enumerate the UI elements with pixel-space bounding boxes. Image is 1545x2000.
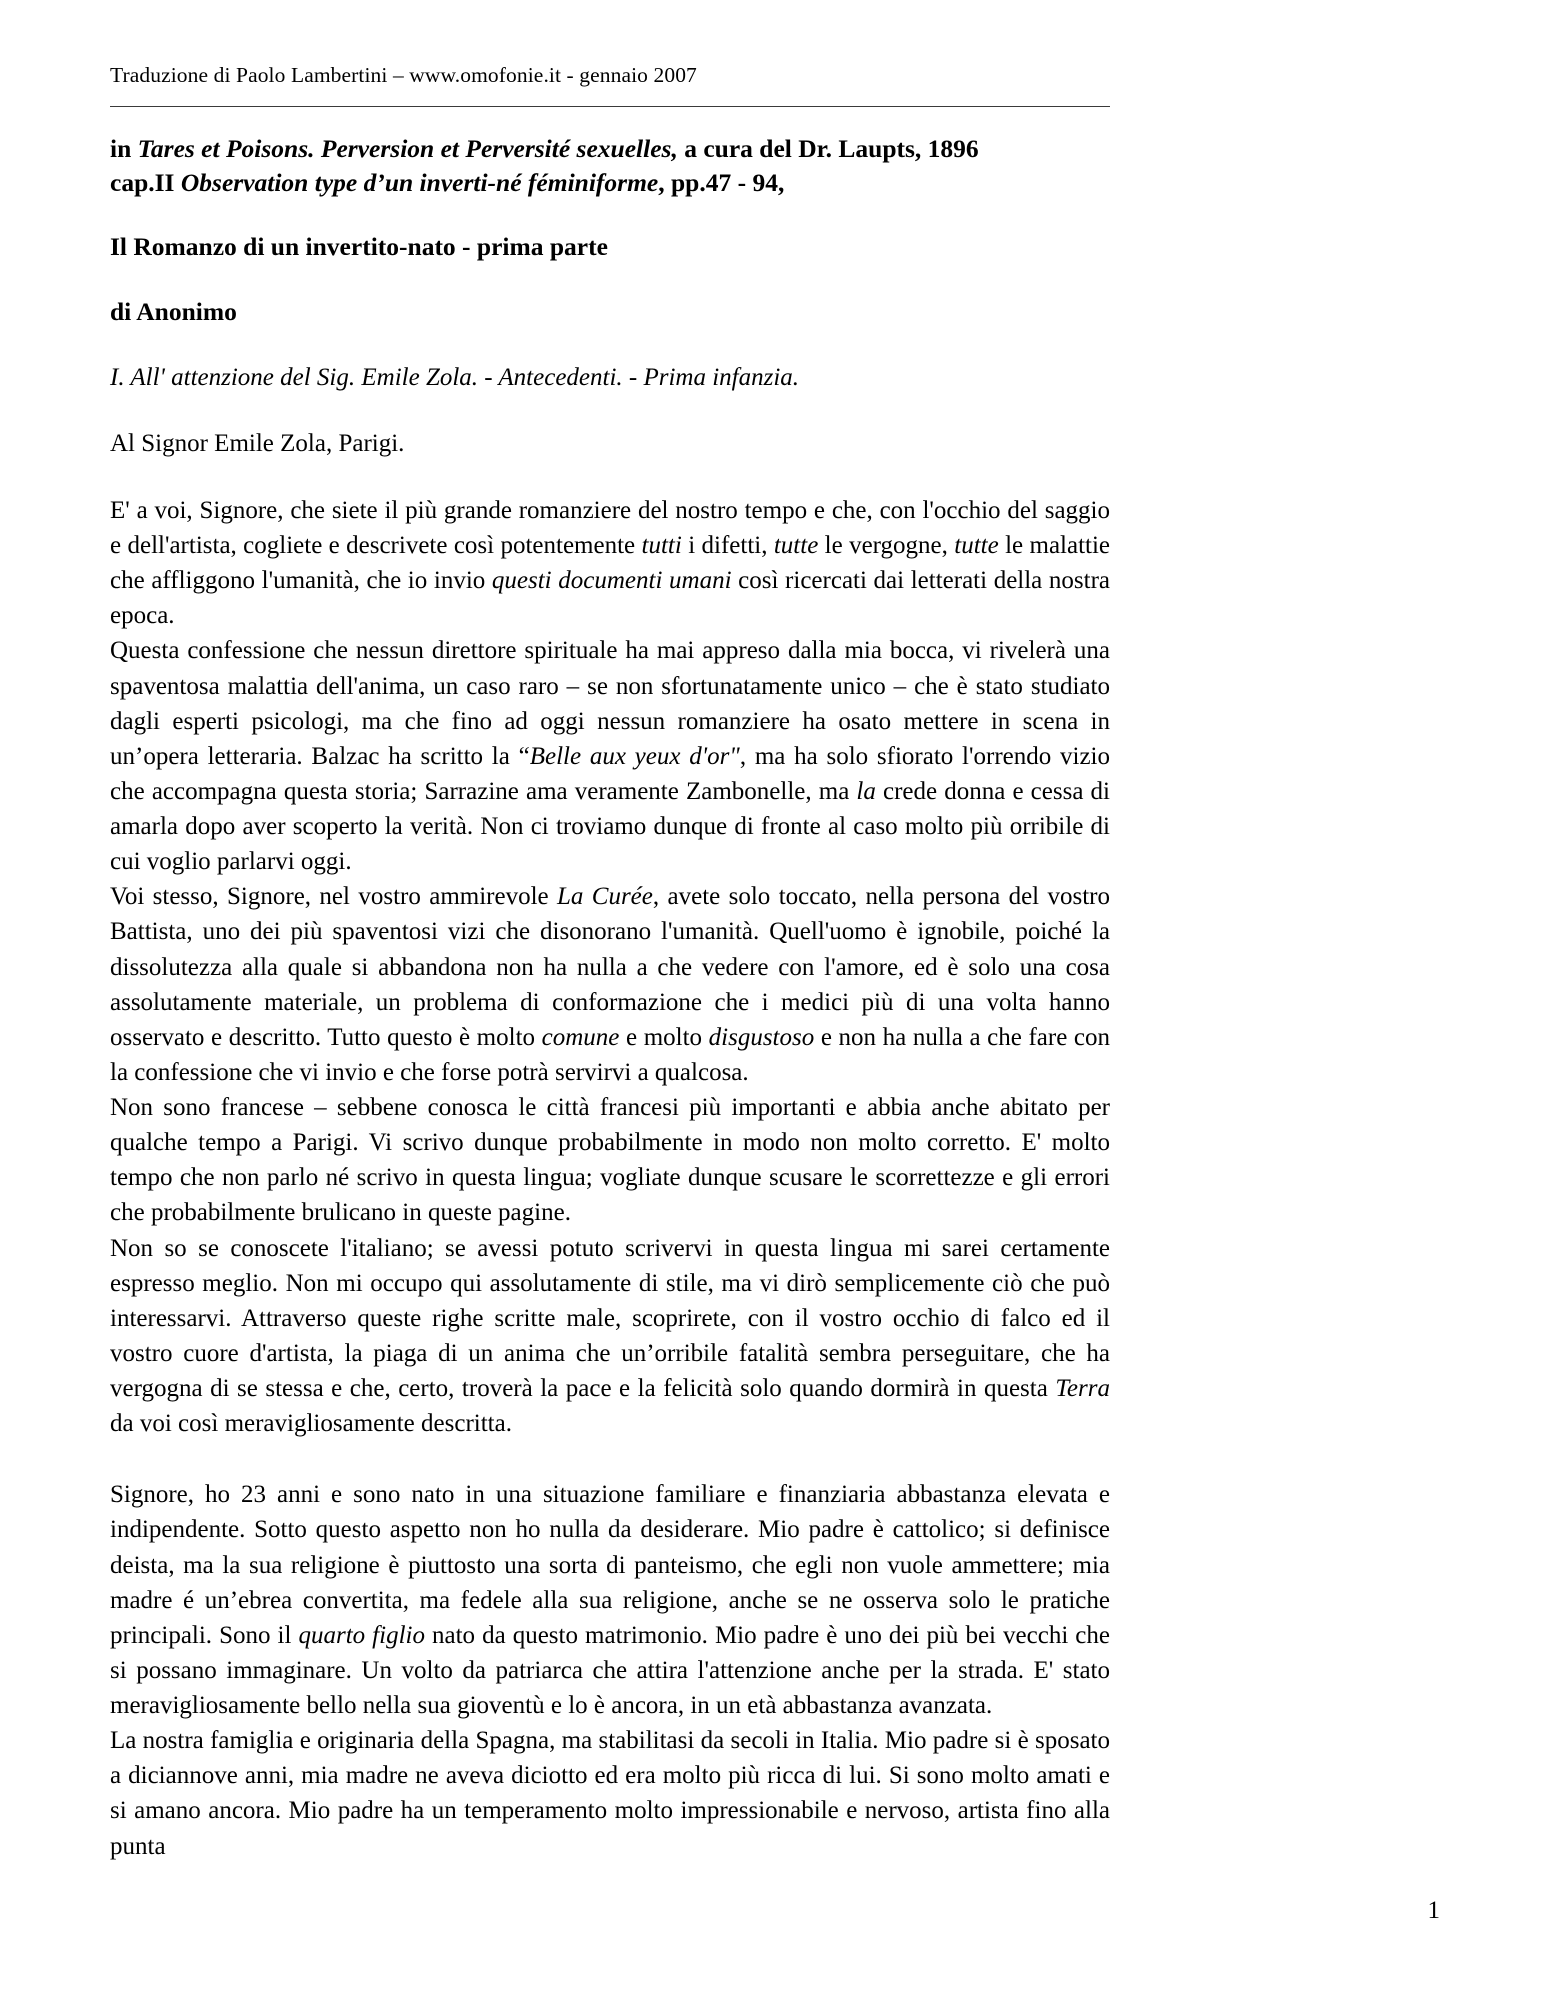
letter-body (110, 493, 1110, 1864)
p5-emphasis-terra: Terra (1055, 1375, 1110, 1403)
citation-line-2-suffix: , pp.47 - 94, (658, 167, 785, 197)
section-heading: I. All' attenzione del Sig. Emile Zola. - Antecedenti. - Prima infanzia. (110, 363, 800, 391)
p6-segment-a: Signore, ho 23 anni e sono nato in una situazione familiare e finanziaria abbastanza elevata e indipendente. Sotto questo aspetto non ho nulla da desiderare. Mio padre è cattolico; si definisce deista, ma la sua religione è piuttosto una sorta di panteismo, che egli non vuole ammettere; mia madre é un’ebrea convertita, ma fedele alla sua religione, anche se ne osserva solo le pratiche principali. Sono il (110, 1481, 1110, 1649)
p1-emphasis-tutti: tutti (641, 532, 682, 560)
p3-emphasis-comune: comune (541, 1023, 620, 1051)
work-title: Il Romanzo di un invertito-nato - prima parte (110, 231, 608, 261)
p3-segment-b: , avete solo toccato, nella persona del vostro Battista, uno dei più spaventosi vizi che disonorano l'umanità. Quell'uomo è ignobile, poiché la dissolutezza alla quale si abbandona non ha nulla a che vedere con l'amore, ed è solo una cosa assolutamente materiale, un problema di conformazione che i medici più di una volta hanno osservato e descritto. Tutto questo è molto (110, 883, 1111, 1051)
p1-segment-b: i difetti, (681, 532, 774, 560)
citation-line-2 (110, 166, 1110, 200)
page-header-translator-note: Traduzione di Paolo Lambertini – www.omofonie.it - gennaio 2007 (110, 63, 697, 87)
p1-segment-d: le malattie che affliggono l'umanità, che io invio (110, 532, 1111, 595)
letter-salutation: Al Signor Emile Zola, Parigi. (110, 430, 405, 458)
p2-emphasis-belle-aux-yeux-dor: Belle aux yeux d'or" (529, 742, 740, 770)
p6-emphasis-quarto-figlio: quarto figlio (298, 1621, 425, 1649)
citation-line-1-work-title: Tares et Poisons. Perversion et Perversité sexuelles, (137, 133, 678, 163)
p1-segment-e: così ricercati dai letterati della nostra epoca. (110, 567, 1111, 630)
p2-emphasis-la: la (856, 777, 876, 805)
p1-emphasis-tutte-2: tutte (954, 532, 999, 560)
citation-line-2-prefix: cap.II (110, 167, 181, 197)
header-divider (110, 106, 1110, 107)
p1-emphasis-tutte-1: tutte (773, 532, 819, 560)
p1-segment-c: le vergogne, (818, 532, 955, 560)
work-author: di Anonimo (110, 296, 237, 326)
paragraph-5 (110, 1231, 1110, 1442)
p3-emphasis-la-curee: La Curée (557, 883, 653, 911)
paragraph-4: Non sono francese – sebbene conosca le città francesi più importanti e abbia anche abitato per qualche tempo a Parigi. Vi scrivo dunque probabilmente in modo non molto corretto. E' molto tempo che non parlo né scrivo in questa lingua; vogliate dunque scusare le scorrettezze e gli errori che probabilmente brulicano in queste pagine. (110, 1094, 1110, 1227)
p2-segment-a: Questa confessione che nessun direttore spirituale ha mai appreso dalla mia bocca, vi rivelerà una spaventosa malattia dell'anima, un caso raro – se non sfortunatamente unico – che è stato studiato dagli esperti psicologi, ma che fino ad oggi nessun romanziere ha osato mettere in scena in un’opera letteraria. Balzac ha scritto la “ (110, 637, 1110, 770)
paragraph-2 (110, 633, 1110, 879)
source-citation (110, 132, 1110, 200)
p5-segment-a: Non so se conoscete l'italiano; se avessi potuto scrivervi in questa lingua mi sarei certamente espresso meglio. Non mi occupo qui assolutamente di stile, ma vi dirò semplicemente ciò che può interessarvi. Attraverso queste righe scritte male, scoprirete, con il vostro occhio di falco ed il vostro cuore d'artista, la piaga di un anima che un’orribile fatalità sembra perseguitare, che ha vergogna di se stessa e che, certo, troverà la pace e la felicità solo quando dormirà in questa (110, 1234, 1110, 1403)
p2-segment-b: , ma ha solo sfiorato l'orrendo vizio che accompagna questa storia; Sarrazine ama veramente Zambonelle, ma (110, 742, 1110, 805)
citation-line-1 (110, 132, 1110, 166)
p3-segment-c: e molto (619, 1023, 709, 1051)
paragraph-3 (110, 879, 1110, 1090)
paragraph-1 (110, 493, 1110, 634)
citation-line-2-chapter-title: Observation type d’un inverti-né féminiforme (180, 167, 659, 197)
p1-segment-a: E' a voi, Signore, che siete il più grande romanziere del nostro tempo e che, con l'occhio del saggio e dell'artista, cogliete e descrivete così potentemente (110, 496, 1110, 560)
p5-segment-b: da voi così meravigliosamente descritta. (110, 1410, 512, 1438)
page-content (110, 62, 1110, 1864)
citation-line-1-suffix: a cura del Dr. Laupts, 1896 (677, 133, 979, 163)
p3-segment-d: e non ha nulla a che fare con la confessione che vi invio e che forse potrà servirvi a qualcosa. (110, 1023, 1111, 1086)
page-number: 1 (1427, 1897, 1440, 1924)
p3-emphasis-disgustoso: disgustoso (708, 1023, 815, 1051)
paragraph-7: La nostra famiglia e originaria della Spagna, ma stabilitasi da secoli in Italia. Mio padre si è sposato a diciannove anni, mia madre ne aveva diciotto ed era molto più ricca di lui. Si sono molto amati e si amano ancora. Mio padre ha un temperamento molto impressionabile e nervoso, artista fino alla punta (110, 1727, 1110, 1860)
paragraph-6 (110, 1477, 1110, 1723)
citation-line-1-prefix: in (110, 133, 138, 163)
p6-segment-b: nato da questo matrimonio. Mio padre è uno dei più bei vecchi che si possano immaginare. Un volto da patriarca che attira l'attenzione anche per la strada. E' stato meravigliosamente bello nella sua gioventù e lo è ancora, in un età abbastanza avanzata. (110, 1621, 1110, 1720)
p3-segment-a: Voi stesso, Signore, nel vostro ammirevole (110, 883, 557, 911)
p1-emphasis-documenti-umani: questi documenti umani (491, 567, 732, 595)
p2-segment-c: crede donna e cessa di amarla dopo aver scoperto la verità. Non ci troviamo dunque di fronte al caso molto più orribile di cui voglio parlarvi oggi. (110, 777, 1110, 876)
